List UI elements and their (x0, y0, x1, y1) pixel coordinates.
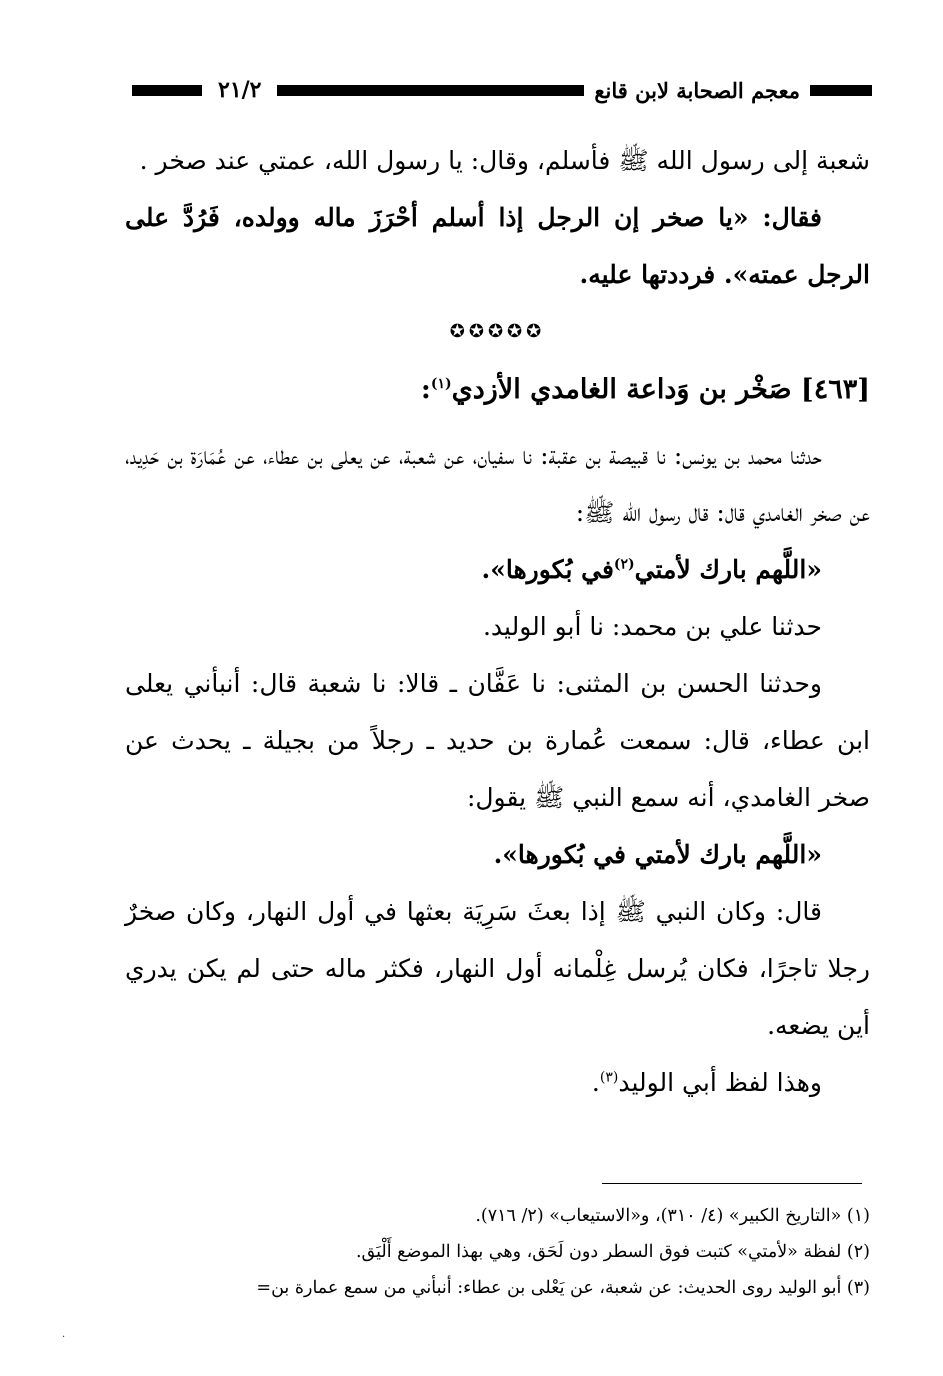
entry-heading (125, 359, 870, 421)
footnote-ref-3: (٣) (599, 1069, 619, 1086)
header-rule-middle (277, 85, 584, 96)
paragraph-9 (125, 1054, 870, 1111)
header-rule-right (810, 85, 872, 96)
footnote-ref-2: (٢) (613, 556, 635, 573)
paragraph-2: فقال: «يا صخر إن الرجل إذا أسلم أحْرَزَ ماله وولده، فَرُدَّ على الرجل عمته». فرددتها عليه. (125, 203, 870, 289)
entry-number: [٤٦٣] (800, 374, 870, 405)
paragraph-3: حدثنا محمد بن يونس: نا قبيصة بن عقبة: نا سفيان، عن شعبة، عن يعلى بن عطاء، عن عُمَارَة بن حَدِيد، عن صخر الغامدي قال: قال رسول الله ﷺ: (125, 441, 870, 527)
entry-colon: : (420, 374, 431, 405)
paragraph-1: شعبة إلى رسول الله ﷺ فأسلم، وقال: يا رسول الله، عمتي عند صخر . (139, 146, 870, 175)
footnote-ref-1: (١) (430, 376, 452, 392)
footnotes (125, 1198, 870, 1306)
footnote-3: (٣) أبو الوليد روى الحديث: عن شعبة، عن يَعْلى بن عطاء: أنبأني من سمع عمارة بن= (256, 1278, 870, 1298)
page-number: ٢١/٢ (218, 77, 262, 103)
paragraph-9a: وهذا لفظ أبي الوليد (618, 1068, 822, 1097)
footnote-1: (١) «التاريخ الكبير» (٤/ ٣١٠)، و«الاستيعاب» (٢/ ٧١٦). (475, 1206, 870, 1226)
paragraph-6: وحدثنا الحسن بن المثنى: نا عَفَّان ـ قالا: نا شعبة قال: أنبأني يعلى ابن عطاء، قال: سمعت عُمارة بن حديد ـ رجلاً من بجيلة ـ يحدث عن صخر الغامدي، أنه سمع النبي ﷺ يقول: (125, 669, 870, 812)
hadith-text-1b: في بُكورها». (481, 555, 614, 584)
paragraph-9b: . (591, 1068, 600, 1097)
hadith-text-1a: «اللَّهم بارك لأمتي (634, 555, 822, 584)
hadith-text-1 (125, 541, 870, 598)
hadith-text-2: «اللَّهم بارك لأمتي في بُكورها». (493, 840, 822, 869)
paragraph-8: قال: وكان النبي ﷺ إذا بعثَ سَرِيَة بعثها في أول النهار، وكان صخرٌ رجلا تاجرًا، فكان يُرسل غِلْمانه أول النهار، فكثر ماله حتى لم يكن يدري أين يضعه. (125, 897, 870, 1040)
running-header (132, 70, 872, 110)
header-rule-left (132, 85, 202, 96)
section-separator: ✪✪✪✪✪ (449, 321, 546, 342)
entry-name: صَخْر بن وَداعة الغامدي الأزدي (451, 374, 792, 405)
margin-mark: · (62, 1332, 66, 1343)
book-title: معجم الصحابة لابن قانع (594, 77, 800, 103)
paragraph-5: حدثنا علي بن محمد: نا أبو الوليد. (482, 612, 822, 641)
main-text (125, 132, 870, 1111)
footnote-2: (٢) لفظة «لأمتي» كتبت فوق السطر دون لَحَق، وهي بهذا الموضع أَلْيَق. (355, 1242, 870, 1262)
footnote-rule (602, 1183, 862, 1184)
